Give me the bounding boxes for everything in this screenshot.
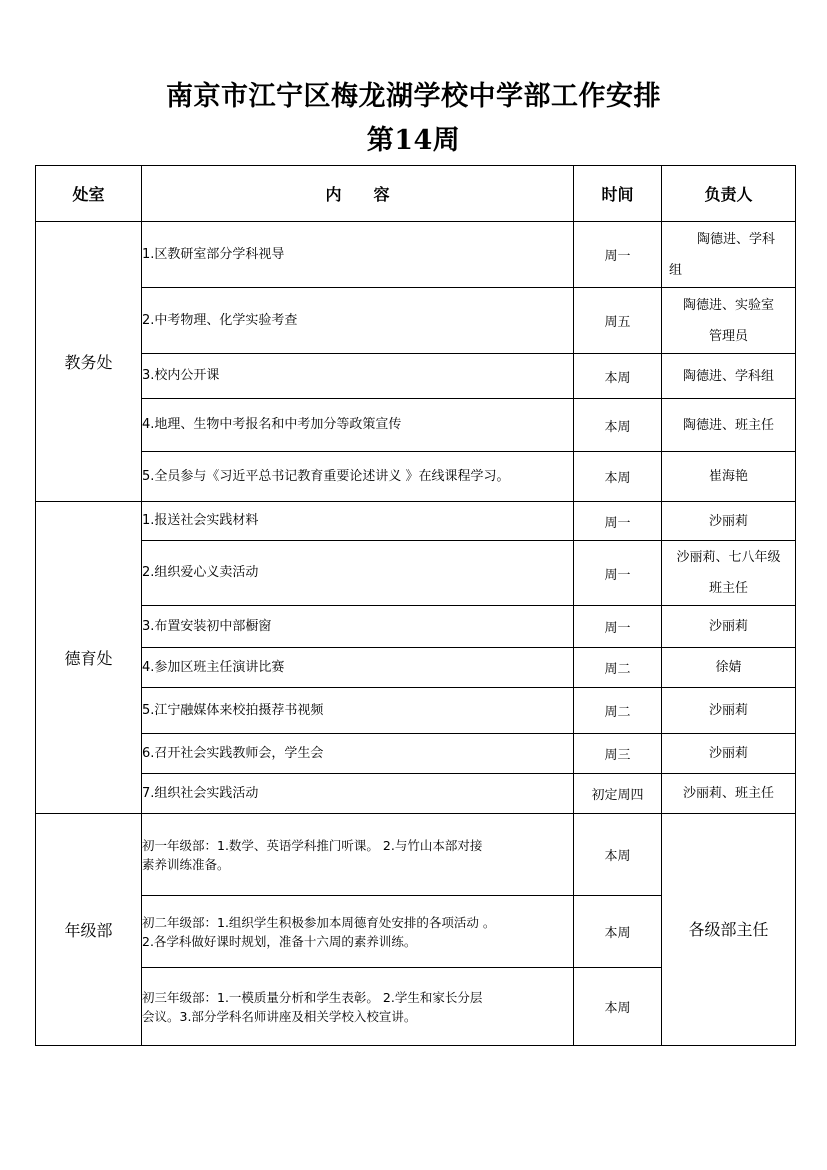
task-time: 本周 xyxy=(574,814,662,896)
dept-nianji: 年级部 xyxy=(36,814,142,1046)
task-time: 本周 xyxy=(574,968,662,1046)
table-row xyxy=(36,688,796,734)
owner-line-2: 组 xyxy=(669,262,683,278)
grade-owner: 各级部主任 xyxy=(662,814,796,1046)
content-line-1: 初二年级部：1.组织学生积极参加本周德育处安排的各项活动 。 xyxy=(142,914,496,930)
table-row xyxy=(36,734,796,774)
header-time: 时间 xyxy=(574,166,662,222)
header-dept: 处室 xyxy=(36,166,142,222)
task-time: 周一 xyxy=(574,606,662,648)
task-content xyxy=(142,896,574,968)
task-owner xyxy=(662,288,796,354)
task-owner: 陶德进、学科组 xyxy=(662,354,796,399)
task-owner: 沙丽莉 xyxy=(662,606,796,648)
content-line-2: 素养训练准备。 xyxy=(142,856,230,872)
table-row xyxy=(36,399,796,452)
task-content: 4.参加区班主任演讲比赛 xyxy=(142,648,574,688)
owner-line-2: 班主任 xyxy=(708,581,748,596)
dept-jiaowu: 教务处 xyxy=(36,222,142,502)
header-owner: 负责人 xyxy=(662,166,796,222)
table-row xyxy=(36,452,796,502)
table-row xyxy=(36,288,796,354)
task-time: 本周 xyxy=(574,896,662,968)
table-row xyxy=(36,222,796,288)
task-owner: 崔海艳 xyxy=(662,452,796,502)
table-header-row xyxy=(36,166,796,222)
task-owner: 沙丽莉、班主任 xyxy=(662,774,796,814)
table-row xyxy=(36,814,796,896)
task-content xyxy=(142,814,574,896)
task-owner: 陶德进、班主任 xyxy=(662,399,796,452)
task-time: 周一 xyxy=(574,222,662,288)
task-time: 周三 xyxy=(574,734,662,774)
task-content: 5.江宁融媒体来校拍摄荐书视频 xyxy=(142,688,574,734)
task-time: 周二 xyxy=(574,648,662,688)
owner-line-1: 沙丽莉、七八年级 xyxy=(676,550,781,565)
content-line-1: 初一年级部：1.数学、英语学科推门听课。 2.与竹山本部对接 xyxy=(142,837,483,853)
owner-line-1: 陶德进、学科 xyxy=(697,231,776,247)
table-row xyxy=(36,648,796,688)
task-time: 初定周四 xyxy=(574,774,662,814)
table-row xyxy=(36,774,796,814)
owner-line-1: 陶德进、实验室 xyxy=(682,297,774,313)
task-content: 1.区教研室部分学科视导 xyxy=(142,222,574,288)
task-owner: 沙丽莉 xyxy=(662,734,796,774)
owner-line-2: 管理员 xyxy=(708,328,748,344)
task-owner xyxy=(662,541,796,606)
task-content: 3.校内公开课 xyxy=(142,354,574,399)
task-time: 周二 xyxy=(574,688,662,734)
dept-deyu: 德育处 xyxy=(36,502,142,814)
content-line-1: 初三年级部：1.一模质量分析和学生表彰。 2.学生和家长分层 xyxy=(142,989,483,1005)
schedule-table xyxy=(35,165,796,1046)
task-time: 周五 xyxy=(574,288,662,354)
task-content: 2.组织爱心义卖活动 xyxy=(142,541,574,606)
task-owner: 徐婧 xyxy=(662,648,796,688)
task-content: 4.地理、生物中考报名和中考加分等政策宣传 xyxy=(142,399,574,452)
task-content: 5.全员参与《习近平总书记教育重要论述讲义 》在线课程学习。 xyxy=(142,452,574,502)
task-content xyxy=(142,968,574,1046)
task-content: 1.报送社会实践材料 xyxy=(142,502,574,541)
table-row xyxy=(36,502,796,541)
task-content: 6.召开社会实践教师会，学生会 xyxy=(142,734,574,774)
content-line-2: 会议。3.部分学科名师讲座及相关学校入校宣讲。 xyxy=(142,1008,417,1024)
task-owner xyxy=(662,222,796,288)
task-owner: 沙丽莉 xyxy=(662,502,796,541)
content-line-2: 2.各学科做好课时规划，准备十六周的素养训练。 xyxy=(142,933,417,949)
table-row xyxy=(36,541,796,606)
task-time: 本周 xyxy=(574,354,662,399)
task-time: 本周 xyxy=(574,452,662,502)
week-title: 第14周 xyxy=(366,125,461,156)
table-row xyxy=(36,354,796,399)
document-title: 南京市江宁区梅龙湖学校中学部工作安排 xyxy=(166,81,661,112)
task-content: 7.组织社会实践活动 xyxy=(142,774,574,814)
task-content: 3.布置安装初中部橱窗 xyxy=(142,606,574,648)
task-time: 周一 xyxy=(574,541,662,606)
task-time: 本周 xyxy=(574,399,662,452)
task-owner: 沙丽莉 xyxy=(662,688,796,734)
task-content: 2.中考物理、化学实验考查 xyxy=(142,288,574,354)
task-time: 周一 xyxy=(574,502,662,541)
table-row xyxy=(36,606,796,648)
header-content: 内 容 xyxy=(142,166,574,222)
